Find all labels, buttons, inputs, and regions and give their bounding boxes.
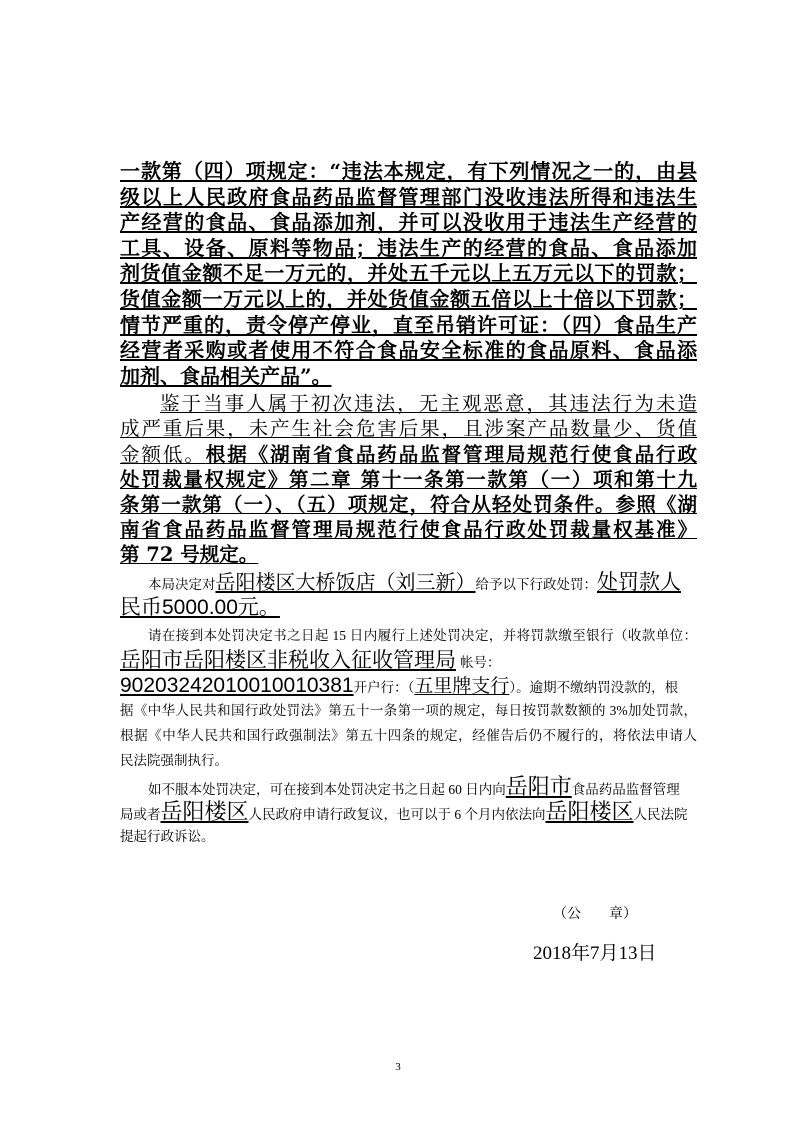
legal-basis-line: 剂货值金额不足一万元的，并处五千元以上五万元以下的罚款； [120, 261, 697, 286]
legal-basis-line: 工具、设备、原料等物品；违法生产的经营的食品、食品添加 [120, 235, 697, 260]
appeal-segment: 如不服本处罚决定，可在接到本处罚决定书之日起 60 日内向 [148, 782, 506, 797]
mitigation-paragraph [120, 392, 697, 567]
payment-line [120, 673, 697, 698]
bank-branch: 五里牌支行 [414, 676, 510, 697]
penalty-amount: 处罚款人 [597, 571, 681, 594]
payment-instruction: 请在接到本处罚决定书之日起 15 日内履行上述处罚决定，并将罚款缴至银行（收款单位： [148, 628, 697, 643]
mitigation-segment: 根据《湖南省食品药品监督管理局规范行使食品行政 [205, 443, 697, 466]
mitigation-line: 条第一款第（一）、（五）项规定，符合从轻处罚条件。参照《湖 [120, 493, 697, 516]
appeal-line [120, 774, 697, 799]
appeal-segment: 人民法院 [633, 807, 688, 822]
appeal-line [120, 799, 697, 824]
mitigation-line: 第 72 号规定。 [120, 543, 259, 566]
decision-intro: 本局决定对 [148, 577, 216, 592]
court-district: 岳阳楼区 [545, 799, 634, 824]
official-seal-label: （公 章） [553, 907, 637, 922]
mitigation-segment: 金额低。 [120, 445, 206, 466]
mitigation-line: 南省食品药品监督管理局规范行使食品行政处罚裁量权基准》 [120, 518, 697, 541]
review-district: 岳阳楼区 [160, 799, 249, 824]
legal-basis-line: 情节严重的，责令停产停业，直至吊销许可证：（四）食品生产 [120, 312, 697, 337]
mitigation-line: 鉴于当事人属于初次违法，无主观恶意，其违法行为未造 [160, 394, 697, 415]
decision-line [120, 570, 697, 595]
account-label: 帐号： [460, 655, 501, 670]
appeal-paragraph [120, 774, 697, 849]
legal-basis-line: 货值金额一万元以上的，并处货值金额五倍以上十倍以下罚款； [120, 286, 697, 311]
appeal-segment: 局或者 [120, 807, 161, 822]
overdue-text: ）。逾期不缴纳罚没款的，根 [509, 680, 679, 695]
decision-connector: 给予以下行政处罚： [475, 577, 597, 592]
decision-line [120, 595, 697, 620]
mitigation-line: 处罚裁量权规定》第二章 第十一条第一款第（一）项和第十九 [120, 468, 697, 491]
appeal-segment: 人民政府申请行政复议，也可以于 6 个月内依法向 [248, 807, 546, 822]
mitigation-line: 成严重后果，未产生社会危害后果，且涉案产品数量少、货值 [120, 419, 697, 440]
legal-basis-paragraph [120, 159, 697, 389]
legal-basis-line: 级以上人民政府食品药品监督管理部门没收违法所得和违法生 [120, 184, 697, 209]
payment-line: 根据《中华人民共和国行政强制法》第五十四条的规定，经催告后仍不履行的，将依法申请人 [120, 728, 697, 743]
issue-date: 2018年7月13日 [533, 943, 657, 964]
party-name: 岳阳楼区大桥饭店（刘三新） [215, 572, 476, 594]
payment-line: 据《中华人民共和国行政处罚法》第五十一条第一项的规定，每日按罚款数额的 3%加处罚款， [120, 703, 697, 718]
page-number: 3 [395, 1061, 401, 1073]
account-number: 90203242010010010381 [120, 674, 354, 697]
appeal-segment: 食品药品监督管理 [571, 782, 680, 797]
payee-name: 岳阳市岳阳楼区非税收入征收管理局 [120, 649, 456, 672]
payment-line: 民法院强制执行。 [120, 753, 228, 768]
mitigation-line [120, 442, 697, 467]
legal-basis-line: 产经营的食品、食品添加剂，并可以没收用于违法生产经营的 [120, 210, 697, 235]
review-city: 岳阳市 [505, 774, 572, 799]
legal-basis-line: 加剂、食品相关产品”。 [120, 363, 332, 388]
penalty-amount: 民币5000.00元。 [120, 596, 280, 619]
payment-paragraph [120, 623, 697, 773]
appeal-line: 提起行政诉讼。 [120, 829, 215, 844]
legal-basis-line: 一款第（四）项规定：“违法本规定，有下列情况之一的，由县 [120, 159, 697, 183]
bank-label: 开户行：（ [353, 680, 415, 695]
payment-line [120, 648, 697, 673]
decision-paragraph [120, 570, 697, 620]
legal-basis-line: 经营者采购或者使用不符合食品安全标准的食品原料、食品添 [120, 338, 697, 363]
